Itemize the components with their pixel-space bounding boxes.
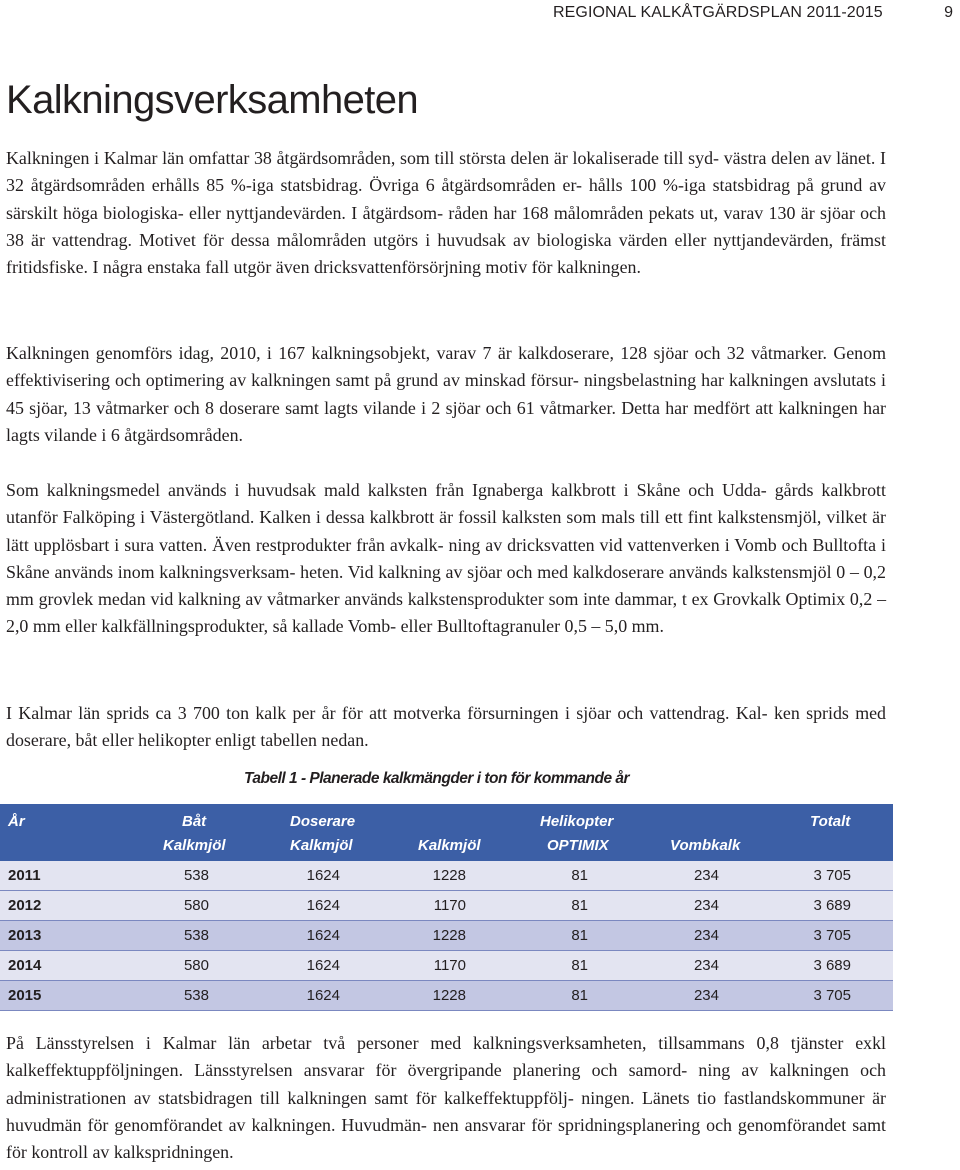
table-row xyxy=(0,891,893,921)
cell-doser: 1624 xyxy=(306,927,340,944)
cell-total: 3 705 xyxy=(813,927,851,944)
paragraph-5 xyxy=(6,1030,886,1166)
table-row xyxy=(0,921,893,951)
cell-year: 2012 xyxy=(8,897,42,914)
cell-boat: 538 xyxy=(183,987,209,1004)
text-line: ning av kalkningen och administrationen av statsbidragen till kalkningen samt för kalkeffektuppfölj- xyxy=(6,1060,886,1108)
cell-vombkalk: 234 xyxy=(693,957,719,974)
paragraph-3 xyxy=(6,477,886,641)
cell-total: 3 705 xyxy=(813,987,851,1004)
cell-doser: 1624 xyxy=(306,867,340,884)
text-line: råden har 168 målområden pekats ut, varav 130 är sjöar och 38 är vattendrag. Motivet för dessa xyxy=(6,202,886,250)
cell-year: 2015 xyxy=(8,987,42,1004)
table-row xyxy=(0,861,893,891)
text-line: tjänster exkl kalkeffektuppföljningen. Länsstyrelsen ansvarar för övergripande planering och samord- xyxy=(6,1033,886,1081)
table-row xyxy=(0,981,893,1011)
text-line: målområden utgörs i huvudsak av biologiska värden eller nyttjandevärden, främst fritidsfiske. I några xyxy=(6,229,886,278)
text-line: – 2,0 mm eller kalkfällningsprodukter, så kallade Vomb- eller Bulltoftagranuler 0,5 – 5,0 mm. xyxy=(6,589,887,637)
text-line: gårds kalkbrott utanför Falköping i Västergötland. Kalken i dessa kalkbrott är fossil kalksten som xyxy=(6,480,886,528)
text-line: ken sprids med doserare, båt eller helikopter enligt tabellen nedan. xyxy=(6,703,886,751)
cell-doser: 1624 xyxy=(306,957,340,974)
header-doser: Doserare xyxy=(290,813,356,830)
text-line: vid kalkning av våtmarker används kalkstensprodukter som inte dammar, t ex Grovkalk Optimix 0,2 xyxy=(150,589,878,610)
text-line: nen ansvarar för spridningsplanering och genomförandet samt för kontroll av kalkspridningen. xyxy=(6,1114,886,1163)
text-line: ningsbelastning har kalkningen avslutats i 45 sjöar, 13 våtmarker och 8 doserare samt lagts vilande i 2 xyxy=(6,370,886,418)
text-line: heten. Vid kalkning av sjöar och med kalkdoserare används kalkstensmjöl 0 – 0,2 mm grovlek medan xyxy=(6,561,886,610)
cell-boat: 538 xyxy=(183,927,209,944)
cell-optimix: 81 xyxy=(571,867,588,884)
header-heli-optimix: OPTIMIX xyxy=(547,837,609,854)
cell-boat: 580 xyxy=(183,897,209,914)
text-line: ningen. Länets tio fastlandskommuner är huvudmän för genomförandet av kalkningen. Huvudmän- xyxy=(6,1087,886,1135)
cell-total: 3 705 xyxy=(813,867,851,884)
lime-amounts-table xyxy=(0,804,893,1011)
text-line: enstaka fall utgör även dricksvattenförsörjning motiv för kalkningen. xyxy=(147,257,641,278)
cell-year: 2013 xyxy=(8,927,42,944)
cell-optimix: 81 xyxy=(571,987,588,1004)
cell-total: 3 689 xyxy=(813,897,851,914)
header-year: År xyxy=(8,813,25,830)
running-header xyxy=(553,4,953,24)
text-line: Kalkningen genomförs idag, 2010, i 167 kalkningsobjekt, varav 7 är kalkdoserare, 128 sjöar och 32 xyxy=(6,343,751,363)
page-number: 9 xyxy=(944,4,953,21)
header-helicopter: Helikopter xyxy=(540,813,614,830)
header-heli-kalkmjol: Kalkmjöl xyxy=(418,837,481,854)
cell-heli-kalkmjol: 1170 xyxy=(433,957,466,974)
cell-optimix: 81 xyxy=(571,957,588,974)
cell-heli-kalkmjol: 1170 xyxy=(433,897,466,914)
cell-year: 2011 xyxy=(8,867,41,884)
text-line: På Länsstyrelsen i Kalmar län arbetar två personer med kalkningsverksamheten, tillsammans 0,8 xyxy=(6,1033,791,1053)
running-header-title: REGIONAL KALKÅTGÄRDSPLAN 2011-2015 xyxy=(553,4,883,21)
header-boat-kalkmjol: Kalkmjöl xyxy=(163,837,226,854)
text-line: sjöar och 61 våtmarker. Detta har medfört att kalkningen har lagts vilande i 6 åtgärdsområden. xyxy=(6,397,886,445)
table-caption: Tabell 1 - Planerade kalkmängder i ton för kommande år xyxy=(244,770,630,787)
text-line: ning av dricksvatten vid vattenverken i Vomb och Bulltofta i Skåne används inom kalkningsverksam- xyxy=(6,534,886,582)
cell-heli-kalkmjol: 1228 xyxy=(432,867,466,884)
header-total: Totalt xyxy=(810,813,851,830)
cell-total: 3 689 xyxy=(813,957,851,974)
cell-boat: 580 xyxy=(183,957,209,974)
text-line: hålls 100 %-iga statsbidrag på grund av särskilt höga biologiska- eller nyttjandevärden. I åtgärdsom- xyxy=(6,175,886,223)
header-boat: Båt xyxy=(182,813,207,830)
text-line: västra delen av länet. I 32 åtgärdsområden erhålls 85 %-iga statsbidrag. Övriga 6 åtgärdsområden er- xyxy=(6,148,886,196)
header-heli-vombkalk: Vombkalk xyxy=(670,837,741,854)
cell-boat: 538 xyxy=(183,867,209,884)
cell-doser: 1624 xyxy=(306,987,340,1004)
cell-vombkalk: 234 xyxy=(693,927,719,944)
cell-year: 2014 xyxy=(8,957,42,974)
cell-heli-kalkmjol: 1228 xyxy=(432,987,466,1004)
text-line: I Kalmar län sprids ca 3 700 ton kalk per år för att motverka försurningen i sjöar och vattendrag. Kal- xyxy=(6,703,768,723)
cell-optimix: 81 xyxy=(571,897,588,914)
text-line: Som kalkningsmedel används i huvudsak mald kalksten från Ignaberga kalkbrott i Skåne och Udda- xyxy=(6,480,767,500)
cell-optimix: 81 xyxy=(571,927,588,944)
table-header xyxy=(0,804,893,861)
header-doser-kalkmjol: Kalkmjöl xyxy=(290,837,353,854)
text-line: våtmarker. Genom effektivisering och optimering av kalkningen samt på grund av minskad försur- xyxy=(6,343,886,391)
text-line: Kalkningen i Kalmar län omfattar 38 åtgärdsområden, som till största delen är lokaliserade till syd- xyxy=(6,148,719,168)
paragraph-2 xyxy=(6,340,886,449)
cell-vombkalk: 234 xyxy=(693,987,719,1004)
page-title: Kalkningsverksamheten xyxy=(6,78,419,122)
cell-vombkalk: 234 xyxy=(693,867,719,884)
paragraph-1 xyxy=(6,145,886,281)
table-row xyxy=(0,951,893,981)
cell-heli-kalkmjol: 1228 xyxy=(432,927,466,944)
text-line: mals till ett fint kalkstensmjöl, vilket är lätt upplösbart i sura vatten. Även restprodukter från avkalk- xyxy=(6,507,886,555)
cell-vombkalk: 234 xyxy=(693,897,719,914)
paragraph-4 xyxy=(6,700,886,755)
cell-doser: 1624 xyxy=(306,897,340,914)
